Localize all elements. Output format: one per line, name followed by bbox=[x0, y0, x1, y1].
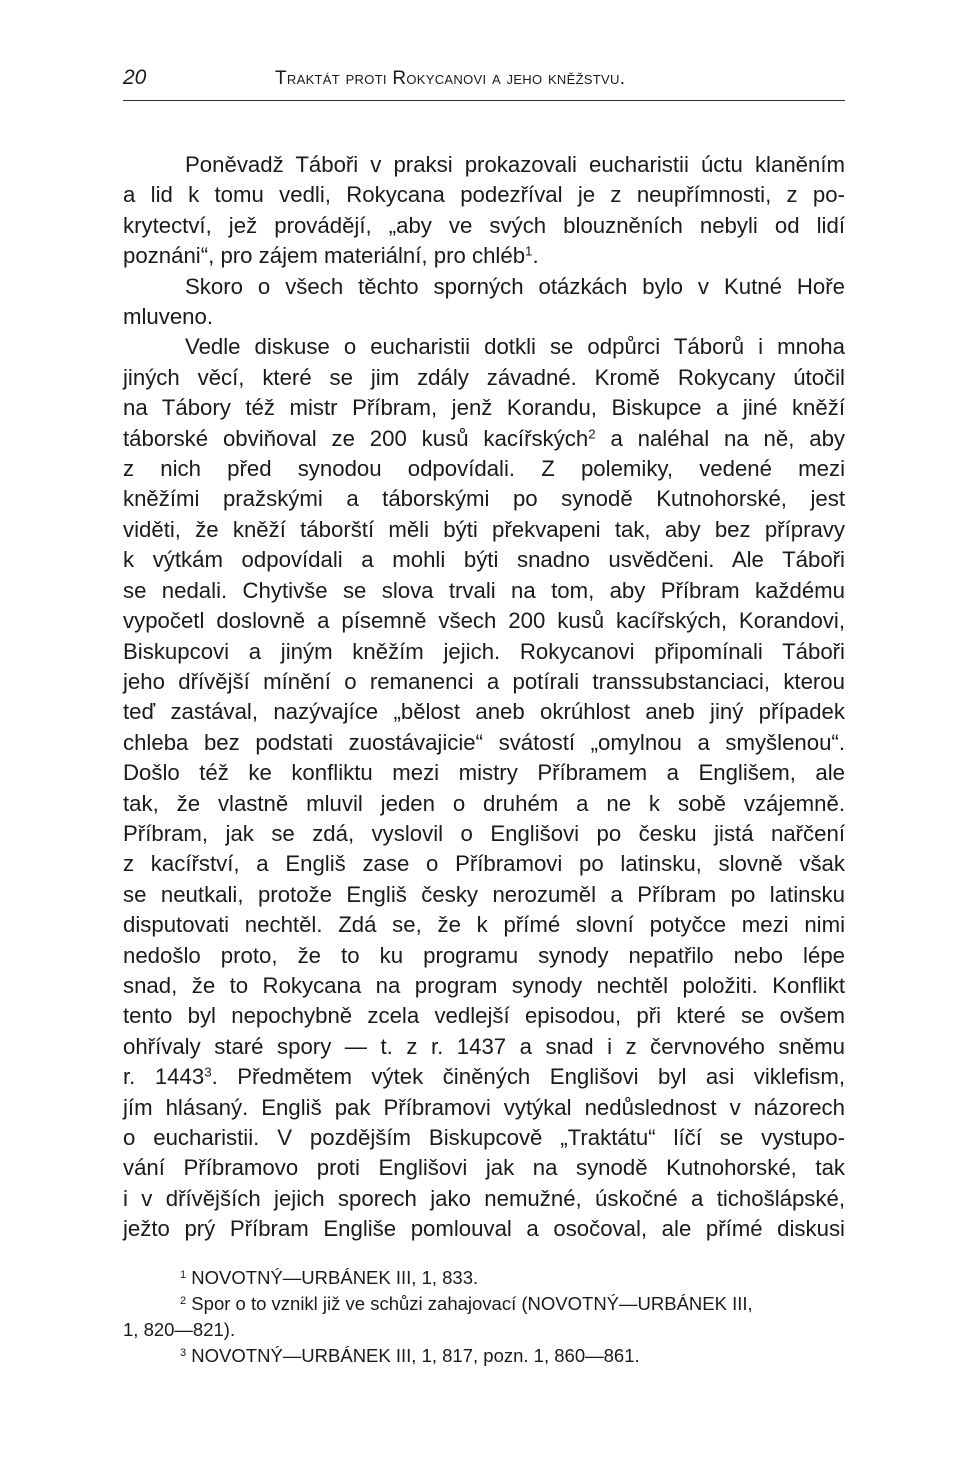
text-line: z kacířství, a Engliš zase o Příbramovi po latinsku, slovně však bbox=[123, 851, 845, 877]
footnote-mark: 1 bbox=[180, 1268, 187, 1281]
text-line: kněžími pražskými a táborskými po synodě Kutnohorské, jest bbox=[123, 486, 845, 512]
page-number: 20 bbox=[123, 66, 147, 89]
text-line: snad, že to Rokycana na program synody nechtěl položiti. Konflikt bbox=[123, 972, 845, 998]
text-line: viděti, že kněží táborští měli býti překvapeni tak, aby bez přípravy bbox=[123, 516, 845, 542]
text-line: ohřívaly staré spory — t. z r. 1437 a snad i z červnového sněmu bbox=[123, 1033, 845, 1059]
text-line: tento byl nepochybně zcela vedlejší episodou, při které se ovšem bbox=[123, 1003, 845, 1029]
text-line: vypočetl doslovně a písemně všech 200 kusů kacířských, Korandovi, bbox=[123, 608, 845, 634]
text-line: a lid k tomu vedli, Rokycana podezříval je z neupřímnosti, z po- bbox=[123, 182, 845, 208]
text-line: k výtkám odpovídali a mohli býti snadno usvědčeni. Ale Táboři bbox=[123, 547, 845, 573]
footnote-continuation bbox=[123, 1317, 845, 1343]
text-line: Skoro o všech těchto sporných otázkách bylo v Kutné Hoře bbox=[185, 273, 845, 299]
text-line bbox=[123, 241, 845, 271]
text-segment: . bbox=[532, 243, 539, 269]
footnote-mark: 2 bbox=[180, 1294, 187, 1307]
footnote bbox=[123, 1343, 845, 1369]
text-line: chleba bez podstati zuostávajicie“ svátostí „omylnou a smyšlenou“. bbox=[123, 729, 845, 755]
footnote bbox=[123, 1265, 845, 1291]
text-line: tak, že vlastně mluvil jeden o druhém a ne k sobě vzájemně. bbox=[123, 790, 845, 816]
text-line: jiných věcí, které se jim zdály závadné. Kromě Rokycany útočil bbox=[123, 364, 845, 390]
text-line: Biskupcovi a jiným kněžím jejich. Rokycanovi připomínali Táboři bbox=[123, 638, 845, 664]
text-line: jeho dřívější mínění o remanenci a potírali transsubstanciaci, kterou bbox=[123, 668, 845, 694]
footnotes bbox=[123, 1265, 845, 1369]
text-line: Vedle diskuse o eucharistii dotkli se odpůrci Táborů i mnoha bbox=[185, 334, 845, 360]
text-line: o eucharistii. V pozdějším Biskupcově „Traktátu“ líčí se vystupo- bbox=[123, 1125, 845, 1150]
text-line: mluveno. bbox=[123, 304, 214, 330]
footnote-text: 1, 820—821). bbox=[123, 1319, 236, 1340]
text-line: vání Příbramovo proti Englišovi jak na synodě Kutnohorské, tak bbox=[123, 1155, 845, 1181]
footnote-text: NOVOTNÝ—URBÁNEK III, 1, 833. bbox=[186, 1267, 479, 1288]
text-line: jím hlásaný. Engliš pak Příbramovi vytýkal nedůslednost v názorech bbox=[123, 1094, 845, 1120]
text-line: teď zastával, nazývajíce „bělost aneb okrúhlost aneb jiný případek bbox=[123, 699, 845, 725]
footnote bbox=[123, 1291, 845, 1317]
text-line: nedošlo proto, že to ku programu synody nepatřilo nebo lépe bbox=[123, 942, 845, 968]
text-line bbox=[123, 1062, 845, 1092]
text-line: i v dřívějších jejich sporech jako nemužné, úskočné a tichošlápské, bbox=[123, 1185, 845, 1211]
footnote-mark: 3 bbox=[180, 1346, 187, 1359]
text-line: na Tábory též mistr Příbram, jenž Korandu, Biskupce a jiné kněží bbox=[123, 395, 845, 421]
main-text bbox=[123, 150, 845, 1245]
footnote-text: NOVOTNÝ—URBÁNEK III, 1, 817, pozn. 1, 860—861. bbox=[186, 1345, 640, 1366]
text-line: se nedali. Chytivše se slova trvali na tom, aby Příbram každému bbox=[123, 577, 845, 603]
text-segment: táborské obviňoval ze 200 kusů kacířských bbox=[123, 425, 589, 451]
text-line: ježto prý Příbram Engliše pomlouval a osočoval, ale přímé diskusi bbox=[123, 1216, 845, 1242]
text-segment: a naléhal na ně, aby bbox=[595, 425, 846, 451]
running-title: Traktát proti Rokycanovi a jeho kněžstvu. bbox=[275, 68, 626, 89]
footnote-ref: 3 bbox=[204, 1064, 212, 1080]
paragraph bbox=[123, 272, 845, 333]
text-line: Příbram, jak se zdá, vyslovil o Englišovi po česku jistá nařčení bbox=[123, 820, 845, 846]
footnote-text: Spor o to vznikl již ve schůzi zahajovací (NOVOTNÝ—URBÁNEK III, bbox=[186, 1293, 753, 1314]
text-line bbox=[123, 424, 845, 454]
text-line: Došlo též ke konfliktu mezi mistry Příbramem a Englišem, ale bbox=[123, 760, 845, 786]
text-line: disputovati nechtěl. Zdá se, že k přímé slovní potyčce mezi nimi bbox=[123, 912, 845, 938]
text-line: z nich před synodou odpovídali. Z polemiky, vedené mezi bbox=[123, 456, 845, 482]
running-header bbox=[123, 66, 845, 96]
paragraph bbox=[123, 150, 845, 272]
text-line: krytectví, jež provádějí, „aby ve svých blouzněních nebyli od lidí bbox=[123, 212, 845, 238]
text-segment: r. 1443 bbox=[123, 1064, 205, 1090]
text-segment: poznáni“, pro zájem materiální, pro chléb bbox=[123, 243, 526, 269]
footnote-ref: 2 bbox=[588, 426, 596, 442]
text-segment: . Předmětem výtek činěných Englišovi byl asi viklefism, bbox=[211, 1064, 845, 1090]
header-rule bbox=[123, 100, 845, 101]
footnote-ref: 1 bbox=[525, 243, 533, 259]
text-line: se neutkali, protože Engliš česky nerozuměl a Příbram po latinsku bbox=[123, 881, 845, 907]
paragraph bbox=[123, 332, 845, 1244]
text-line: Poněvadž Táboři v praksi prokazovali eucharistii úctu klaněním bbox=[185, 152, 845, 177]
